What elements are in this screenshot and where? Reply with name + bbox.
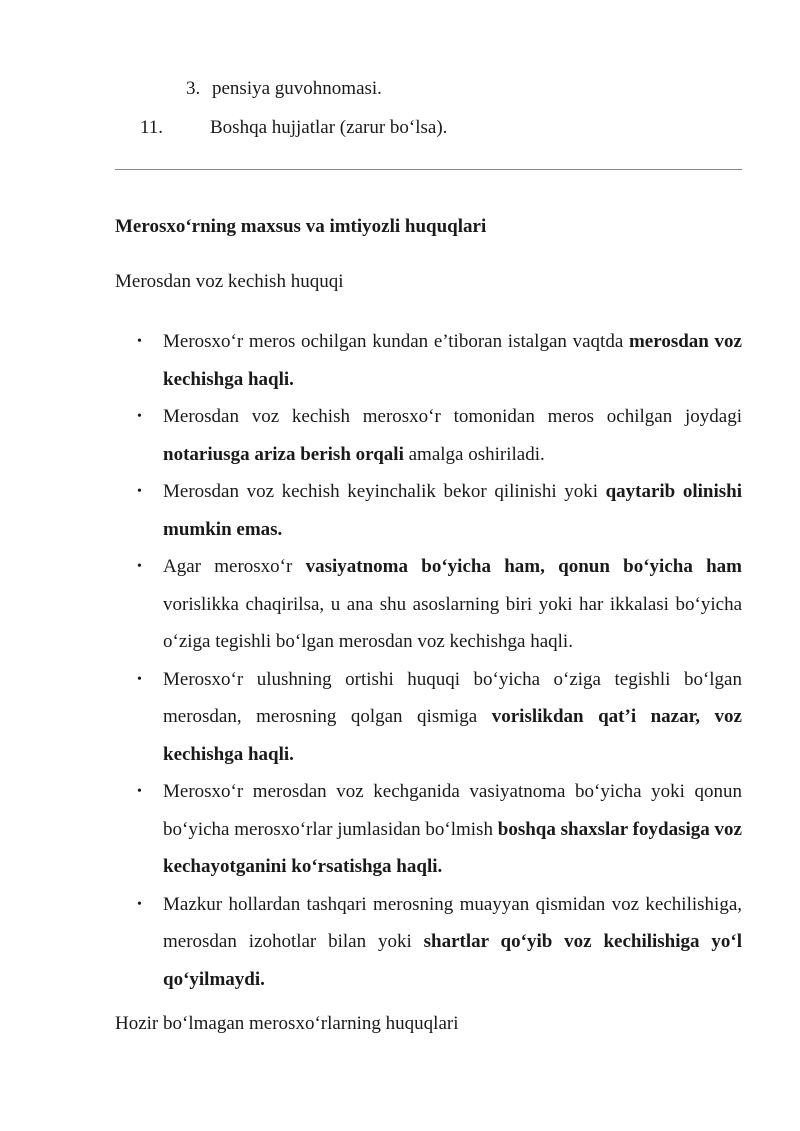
bullet-text-tail: vorislikka chaqirilsa, u ana shu asoslarning biri yoki har ikkalasi bo‘yicha o‘ziga tegishli bo‘lgan merosdan voz kechishga haqli. (163, 593, 742, 652)
bullet-icon: • (137, 896, 142, 912)
bullet-bold-text: notariusga ariza berish orqali (163, 443, 404, 465)
bullet-bold-text: shartlar qo‘yib voz kechilishiga yo‘l qo‘yilmaydi. (163, 931, 742, 990)
bullet-text: Merosdan voz kechish merosxo‘r tomonidan meros ochilgan joydagi (163, 406, 742, 427)
bullet-icon: • (137, 559, 142, 574)
list-item (115, 773, 742, 886)
bullet-icon: • (137, 784, 142, 799)
bullet-text: Agar merosxo‘r (163, 556, 306, 577)
list-item-3-text: pensiya guvohnomasi. (212, 78, 382, 99)
list-item-11 (140, 117, 447, 139)
section-subheading: Merosdan voz kechish huquqi (115, 271, 344, 292)
bullet-text-tail: amalga oshiriladi. (403, 443, 545, 465)
bullet-text: Merosdan voz kechish keyinchalik bekor qilinishi yoki (163, 481, 606, 502)
bullet-icon: • (137, 671, 142, 687)
bullet-icon: • (137, 409, 142, 424)
list-item-3-number: 3. (186, 78, 201, 99)
list-item-11-text: Boshqa hujjatlar (zarur bo‘lsa). (210, 117, 448, 138)
bullet-text: Merosxo‘r ulushning ortishi huquqi bo‘yicha o‘ziga tegishli bo‘lgan merosdan, merosning qolgan qismiga (163, 668, 742, 727)
list-item (115, 473, 742, 548)
bullet-bold-text: boshqa shaxslar foydasiga voz kechayotganini ko‘rsatishga haqli. (163, 818, 742, 877)
list-item (115, 661, 742, 774)
list-item-3 (186, 78, 382, 100)
bullet-icon: • (137, 334, 142, 349)
bullet-bold-text: vasiyatnoma bo‘yicha ham, qonun bo‘yicha ham (305, 556, 742, 577)
bullet-bold-text: merosdan voz kechishga haqli. (163, 331, 742, 390)
bullet-bold-text: vorislikdan qat’i nazar, voz kechishga haqli. (163, 706, 742, 765)
bullet-list (115, 323, 742, 998)
list-item (115, 886, 742, 999)
bullet-text: Merosxo‘r meros ochilgan kundan e’tiboran istalgan vaqtda (163, 331, 629, 352)
bullet-text: Mazkur hollardan tashqari merosning muayyan qismidan voz kechilishiga, merosdan izohotlar bilan yoki (163, 893, 742, 952)
bullet-icon: • (137, 484, 142, 499)
list-item (115, 548, 742, 661)
horizontal-divider (115, 169, 742, 170)
list-item (115, 323, 742, 398)
next-section-subheading: Hozir bo‘lmagan merosxo‘rlarning huquqlari (115, 1013, 459, 1034)
bullet-bold-text: qaytarib olinishi mumkin emas. (163, 481, 742, 540)
section-heading: Merosxo‘rning maxsus va imtiyozli huquqlari (115, 216, 487, 237)
list-item (115, 398, 742, 473)
list-item-11-number: 11. (140, 117, 164, 138)
bullet-text: Merosxo‘r merosdan voz kechganida vasiyatnoma bo‘yicha yoki qonun bo‘yicha merosxo‘rlar jumlasidan bo‘lmish (163, 781, 742, 840)
